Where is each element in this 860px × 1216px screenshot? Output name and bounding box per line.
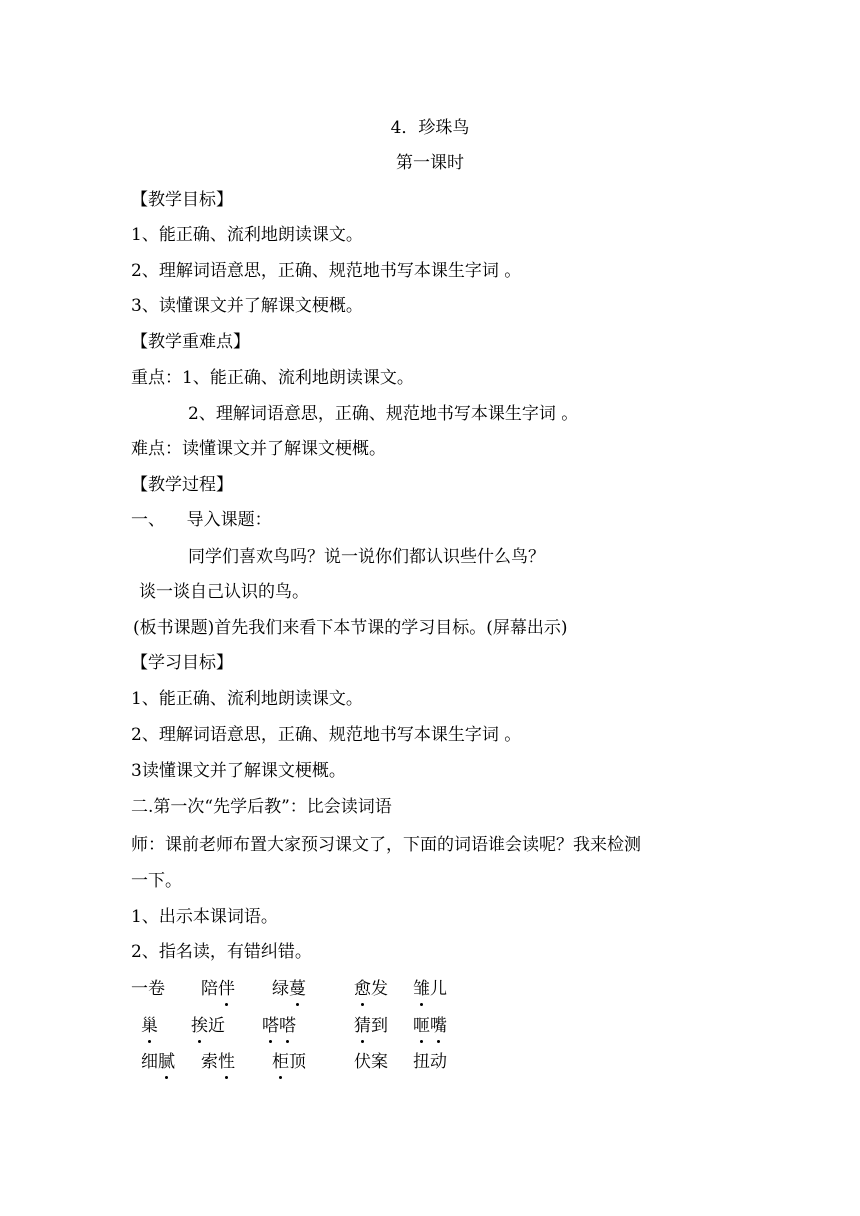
vocab-word: 巢	[141, 1016, 158, 1036]
goal-item: 1、能正确、流利地朗读课文。	[131, 225, 363, 245]
study-heading: 【学习目标】	[131, 653, 233, 673]
goal-item: 3、读懂课文并了解课文梗概。	[131, 296, 363, 316]
vocab-word: 雏儿	[413, 979, 447, 999]
vocab-row-1	[131, 977, 551, 1005]
vocab-word: 伏案	[354, 1052, 388, 1072]
task-item: 2、指名读，有错纠错。	[131, 942, 312, 962]
vocab-word: 咂嘴	[413, 1016, 447, 1036]
process-heading: 【教学过程】	[131, 475, 233, 495]
vocab-word: 绿蔓	[272, 979, 306, 999]
teacher-line: 一下。	[131, 871, 182, 891]
study-goal-item: 1、能正确、流利地朗读课文。	[131, 689, 363, 709]
key-point: 2、理解词语意思，正确、规范地书写本课生字词 。	[188, 404, 579, 424]
vocab-word: 愈发	[354, 979, 388, 999]
step2-title: 二.第一次“先学后教”：比会读词语	[131, 797, 392, 817]
step1-title: 一、 导入课题：	[131, 510, 272, 530]
vocab-word: 扭动	[413, 1052, 447, 1072]
step1-question: 同学们喜欢鸟吗？说一说你们都认识些什么鸟？	[188, 547, 545, 567]
vocab-word: 一卷	[131, 979, 165, 999]
goal-item: 2、理解词语意思，正确、规范地书写本课生字词 。	[131, 261, 522, 281]
vocab-word: 细腻	[141, 1052, 175, 1072]
vocab-word: 陪伴	[201, 979, 235, 999]
study-goal-item: 2、理解词语意思，正确、规范地书写本课生字词 。	[131, 725, 522, 745]
vocab-word: 猜到	[354, 1016, 388, 1036]
step1-board: (板书课题)首先我们来看下本节课的学习目标。(屏幕出示)	[133, 618, 568, 638]
vocab-row-3	[131, 1050, 551, 1078]
difficulty-point: 难点：读懂课文并了解课文梗概。	[131, 439, 386, 459]
vocab-word: 挨近	[191, 1016, 225, 1036]
vocab-row-2	[131, 1014, 551, 1042]
goals-heading: 【教学目标】	[131, 190, 233, 210]
lesson-title: 4．珍珠鸟	[390, 118, 470, 138]
vocab-word: 索性	[201, 1052, 235, 1072]
key-point: 重点：1、能正确、流利地朗读课文。	[131, 368, 414, 388]
step1-answer: 谈一谈自己认识的鸟。	[139, 582, 309, 602]
vocab-word: 嗒嗒	[262, 1016, 296, 1036]
study-goal-item: 3读懂课文并了解课文梗概。	[131, 761, 346, 781]
teacher-line: 师：课前老师布置大家预习课文了，下面的词语谁会读呢？我来检测	[131, 835, 641, 855]
task-item: 1、出示本课词语。	[131, 907, 278, 927]
vocab-word: 柜顶	[272, 1052, 306, 1072]
key-heading: 【教学重难点】	[131, 332, 250, 352]
lesson-subtitle: 第一课时	[396, 153, 464, 173]
